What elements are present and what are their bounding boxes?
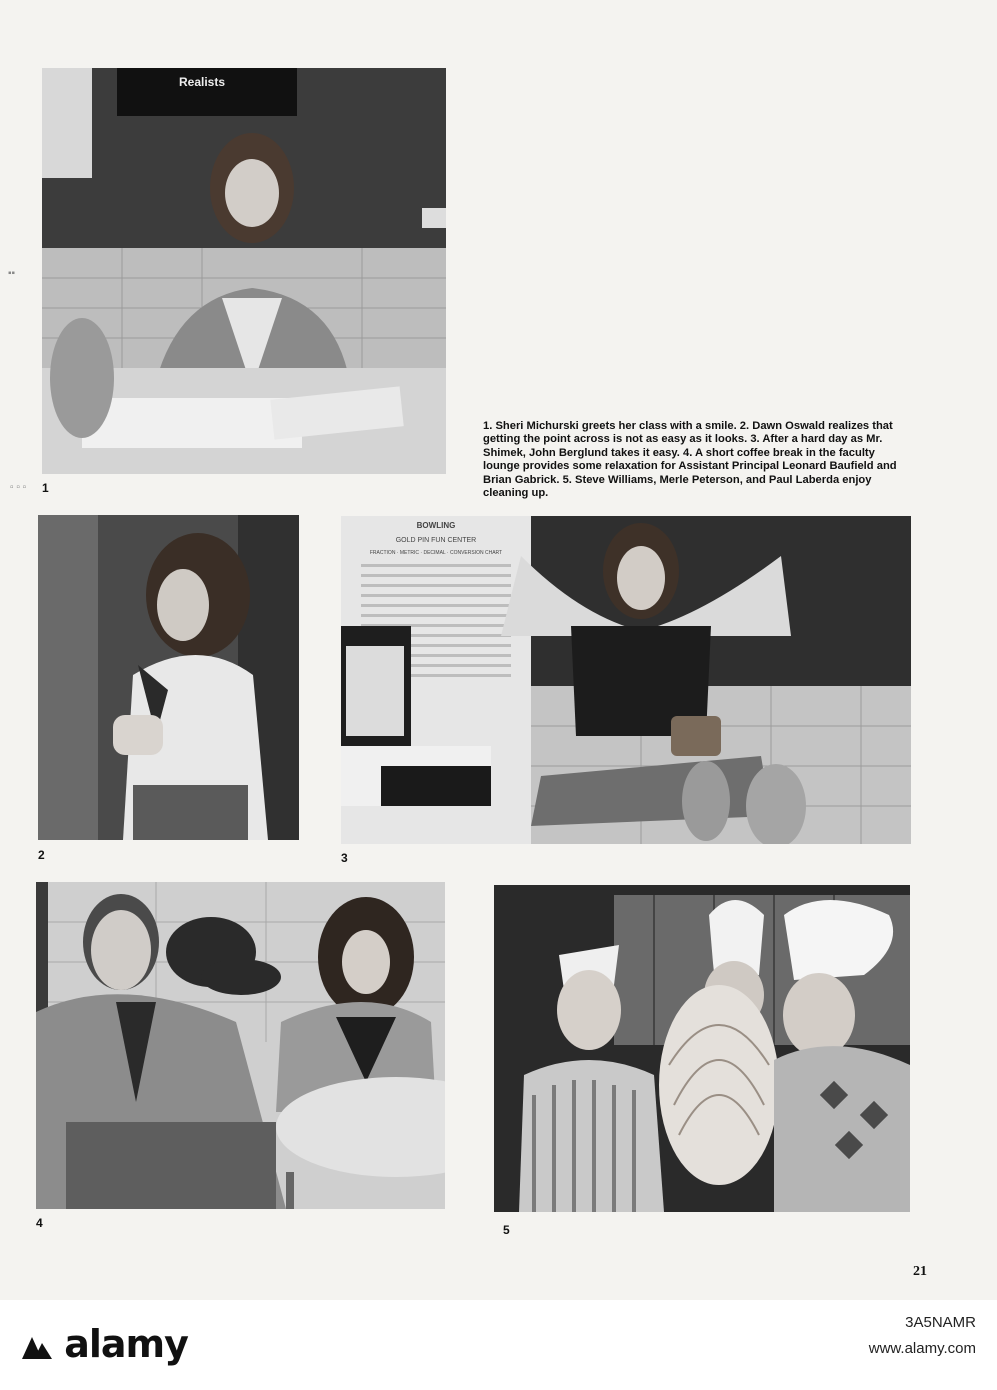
photo-3-student-relaxing [341, 516, 911, 844]
photo-1-label: 1 [42, 481, 49, 495]
scan-specks: ▫ ▫ ▫ [10, 482, 27, 493]
photo-2-label: 2 [38, 848, 45, 862]
photo-4-faculty-lounge [36, 882, 445, 1209]
page-number: 21 [913, 1264, 927, 1279]
photo-1-image [42, 68, 446, 474]
scan-specks: ▪▪ [8, 268, 16, 279]
photo-2-image [38, 515, 299, 840]
photo-5-label: 5 [503, 1223, 510, 1237]
photo-4-image [36, 882, 445, 1209]
stock-footer-bar [0, 1300, 997, 1390]
realists-sign-text: Realists [178, 75, 226, 89]
photo-2-student-standing [38, 515, 299, 840]
bowling-board-title: BOWLING [416, 521, 456, 530]
photo-5-students-in-chef-hats [494, 885, 910, 1212]
caption-text: 1. Sheri Michurski greets her class with a smile. 2. Dawn Oswald realizes that getting the point across is not as easy as it looks. 3. After a hard day as Mr. Shimek, John Berglund takes it easy. 4. A short coffee break in the faculty lounge provides some relaxation for Assistant Principal Leonard Baufield and Brian Gabrick. 5. Steve Williams, Merle Peterson, and Paul Laberda enjoy cleaning up. [483, 420, 897, 500]
photo-5-image [494, 885, 910, 1212]
alamy-logo-text: alamy [64, 1322, 188, 1366]
alamy-logo-icon [22, 1337, 52, 1359]
image-id: 3A5NAMR [905, 1314, 976, 1331]
photo-3-image [341, 516, 911, 844]
bowling-board-subtitle: GOLD PIN FUN CENTER [395, 537, 477, 544]
photo-caption [483, 420, 913, 500]
site-url[interactable]: www.alamy.com [868, 1340, 976, 1357]
alamy-logo [22, 1322, 188, 1366]
photo-4-label: 4 [36, 1216, 43, 1230]
photo-3-label: 3 [341, 851, 348, 865]
photo-1-teacher-at-desk [42, 68, 446, 474]
bowling-board-chart: FRACTION · METRIC · DECIMAL · CONVERSION CHART [369, 550, 503, 556]
